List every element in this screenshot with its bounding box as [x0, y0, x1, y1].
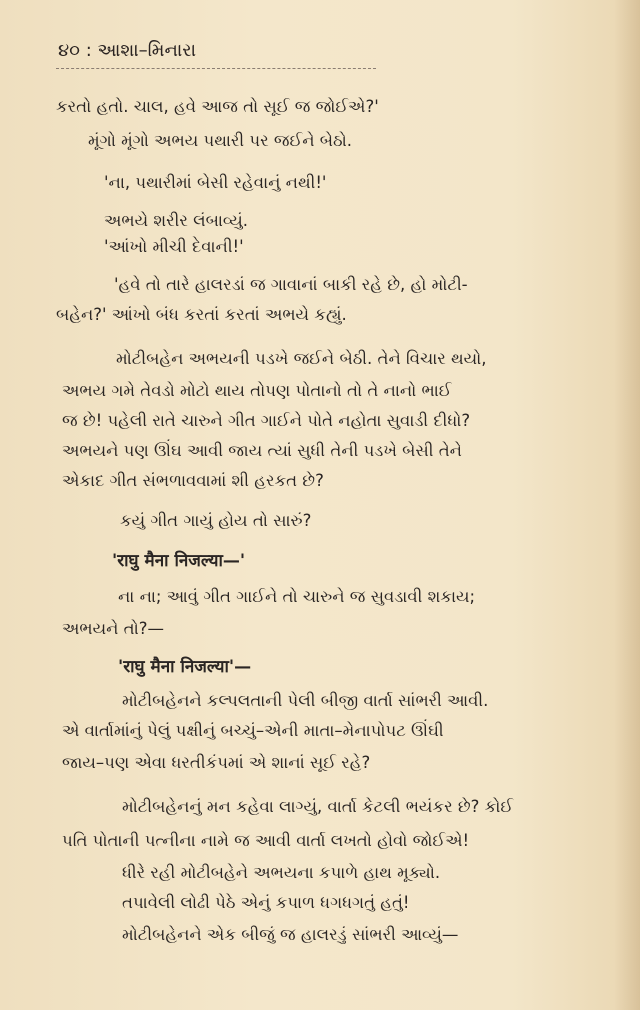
text-line: મોટીબહેન અભયની પડખે જઈને બેઠી. તેને વિચાર થયો, [116, 349, 487, 368]
text-line: 'ના, પથારીમાં બેસી રહેવાનું નથી!' [104, 173, 327, 192]
text-line: અભયે શરીર લંબાવ્યું. [104, 211, 248, 230]
text-line: મોટીબહેનનું મન કહેવા લાગ્યું, વાર્તા કેટલી ભયંકર છે? કોઈ [122, 797, 514, 816]
text-line: અભયને પણ ઊંઘ આવી જાય ત્યાં સુધી તેની પડખે બેસી તેને [62, 441, 462, 460]
quoted-verse: 'राघु मैना निजल्या'— [118, 657, 252, 677]
quoted-verse: 'राघु मैना निजल्या—' [112, 551, 246, 571]
text-line: ધીરે રહી મોટીબહેને અભયના કપાળે હાથ મૂક્યો. [122, 863, 441, 882]
text-line: 'આંખો મીચી દેવાની!' [104, 237, 244, 256]
text-line: કયું ગીત ગાયું હોય તો સારું? [120, 511, 312, 530]
text-line: અભય ગમે તેવડો મોટો થાય તોપણ પોતાનો તો તે નાનો ભાઈ [62, 381, 452, 400]
text-line: તપાવેલી લોઢી પેઠે એનું કપાળ ધગધગતું હતું! [122, 893, 410, 912]
text-line: એ વાર્તામાંનું પેલું પક્ષીનું બચ્ચું–એની માતા–મેનાપોપટ ઊંઘી [62, 721, 444, 740]
text-line: મોટીબહેનને એક બીજું જ હાલરડું સાંભરી આવ્યું— [122, 925, 459, 944]
running-head: ૪૦ : આશા–મિનારા [58, 40, 196, 61]
text-line: બહેન?' આંખો બંધ કરતાં કરતાં અભયે કહ્યું. [56, 305, 347, 324]
text-line: જાય–પણ એવા ધરતીકંપમાં એ શાનાં સૂઈ રહે? [62, 753, 371, 772]
text-line: એકાદ ગીત સંભળાવવામાં શી હરકત છે? [62, 471, 324, 490]
page-gutter-shadow [614, 0, 640, 1010]
text-line: જ છે! પહેલી રાતે ચારુને ગીત ગાઈને પોતે નહોતા સુવાડી દીધો? [62, 411, 471, 430]
text-line: કરતો હતો. ચાલ, હવે આજ તો સૂઈ જ જોઈએ?' [56, 97, 379, 116]
text-line: મૂંગો મૂંગો અભય પથારી પર જઈને બેઠો. [88, 131, 352, 150]
text-line: 'હવે તો તારે હાલરડાં જ ગાવાનાં બાકી રહે છે, હો મોટી- [114, 275, 468, 294]
text-line: અભયને તો?— [62, 619, 164, 638]
header-rule [56, 68, 376, 69]
text-line: ના ના; આવું ગીત ગાઈને તો ચારુને જ સુવડાવી શકાય; [118, 587, 476, 606]
text-line: પતિ પોતાની પત્નીના નામે જ આવી વાર્તા લખતો હોવો જોઈએ! [62, 831, 470, 850]
text-line: મોટીબહેનને કલ્પલતાની પેલી બીજી વાર્તા સાંભરી આવી. [122, 691, 489, 710]
